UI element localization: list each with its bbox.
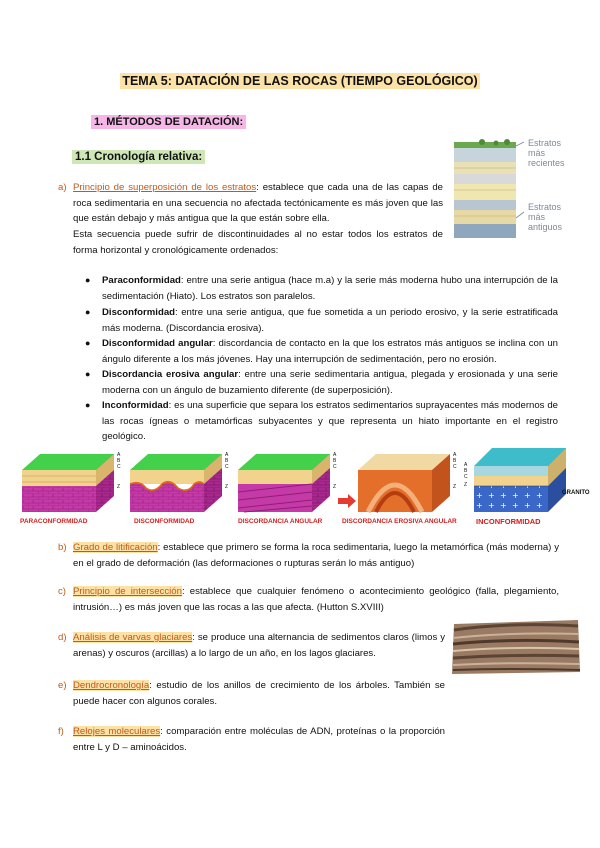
caption-discordancia-angular: DISCORDANCIA ANGULAR	[238, 518, 323, 525]
bullet-disconformidad: Disconformidad: entre una serie antigua, que fue sometida a un periodo erosivo, y la serie estratificada más moderna. (Discordancia erosiva).	[102, 307, 558, 334]
block-paraconformidad	[22, 454, 114, 512]
bullet-dot: ●	[85, 369, 91, 379]
item-letter-c: c)	[58, 586, 66, 597]
paragraph-f: Relojes moleculares: comparación entre moléculas de ADN, proteínas o la proporción entre L y D – aminoácidos.	[73, 726, 445, 753]
bullet-discordancia-erosiva: Discordancia erosiva angular: entre una serie sedimentaria antigua, plegada y erosionada y una serie moderna con un ángulo de buzamiento diferente (de superposición).	[102, 369, 558, 396]
abc-label: A B C	[453, 452, 457, 470]
z-label: Z	[464, 482, 468, 488]
bullet-disconformidad-angular: Disconformidad angular: discordancia de contacto en la que los estratos más antiguos se inclina con un ángulo diferente a los más jóvenes. Hay una interrupción de sedimentación, pero no erosión.	[102, 338, 559, 365]
z-label: Z	[453, 484, 457, 490]
paragraph-e: Dendrocronología: estudio de los anillos de crecimiento de los árboles. También se puede hacer con algunos corales.	[73, 680, 445, 707]
paragraph-b: Grado de litificación: establece que primero se forma la roca sedimentaria, luego la metamórfica (más moderna) y en el grado de deformación (las deformaciones o rupturas serán lo más antiguo)	[73, 542, 559, 569]
z-label: Z	[117, 484, 121, 490]
text-a: : establece que cada una de las capas de roca sedimentaria en una secuencia no afectada tectónicamente es más joven que las que están debajo y más antigua que la que están sobre ella.	[73, 182, 443, 224]
bullet-dot: ●	[85, 338, 91, 348]
strata-figure	[452, 138, 570, 250]
granito-label: GRANITO	[562, 490, 590, 496]
subsection-heading: 1.1 Cronología relativa:	[72, 151, 205, 163]
paragraph-a	[73, 180, 443, 227]
item-letter-e: e)	[58, 680, 67, 691]
bullet-inconformidad: Inconformidad: es una superficie que separa los estratos sedimentarios suprayacentes más modernos de las rocas ígneas o metamórficas subyacentes y que representa un hiato importante en el registro geológico.	[102, 400, 558, 442]
bullet-dot: ●	[85, 400, 91, 410]
item-letter-f: f)	[58, 726, 64, 737]
block-discordancia-angular	[238, 454, 330, 512]
page-title: TEMA 5: DATACIÓN DE LAS ROCAS (TIEMPO GEOLÓGICO)	[122, 74, 478, 88]
z-label: Z	[333, 484, 337, 490]
item-letter-a: a)	[58, 182, 67, 193]
varves-photo	[450, 618, 582, 676]
strata-top-label: Estratos más recientes	[528, 138, 565, 168]
abc-label: A B C	[117, 452, 121, 470]
section-heading: 1. MÉTODOS DE DATACIÓN:	[91, 116, 246, 128]
item-letter-d: d)	[58, 632, 67, 643]
bullet-paraconformidad: Paraconformidad: entre una serie antigua (hace m.a) y la serie más moderna hubo una interrupción de la sedimentación (Hiato). Los estratos son paralelos.	[102, 275, 558, 302]
bullet-dot: ●	[85, 275, 91, 285]
block-discordancia-erosiva-angular	[358, 454, 450, 512]
paragraph-c: Principio de intersección: establece que cualquier fenómeno o acontecimiento geológico (falla, plegamiento, intrusión…) es más joven que las rocas a las que afecta. (Hutton S.XVIII)	[73, 586, 559, 613]
block-disconformidad	[130, 454, 222, 512]
abc-label: A B C	[225, 452, 229, 470]
paragraph-d: Análisis de varvas glaciares: se produce una alternancia de sedimentos claros (limos y arenas) y oscuros (arcillas) a lo largo de un año, en los lagos glaciares.	[73, 632, 445, 659]
item-letter-b: b)	[58, 542, 67, 553]
caption-inconformidad: INCONFORMIDAD	[476, 517, 541, 526]
paragraph-a2: Esta secuencia puede sufrir de discontinuidades al no estar todos los estratos de forma horizontal y cronológicamente ordenados:	[73, 229, 443, 256]
block-inconformidad	[474, 448, 566, 512]
z-label: Z	[225, 484, 229, 490]
caption-paraconformidad: PARACONFORMIDAD	[20, 518, 88, 525]
caption-discordancia-erosiva-angular: DISCORDANCIA EROSIVA ANGULAR	[342, 518, 457, 525]
caption-disconformidad: DISCONFORMIDAD	[134, 518, 195, 525]
varves-illustration	[450, 618, 582, 676]
abc-label: A B C	[464, 462, 468, 480]
label-a: Principio de superposición de los estratos	[73, 182, 257, 193]
bullet-dot: ●	[85, 307, 91, 317]
strata-bottom-label: Estratos más antiguos	[528, 202, 563, 232]
abc-label: A B C	[333, 452, 337, 470]
unconformity-diagrams	[18, 440, 590, 530]
